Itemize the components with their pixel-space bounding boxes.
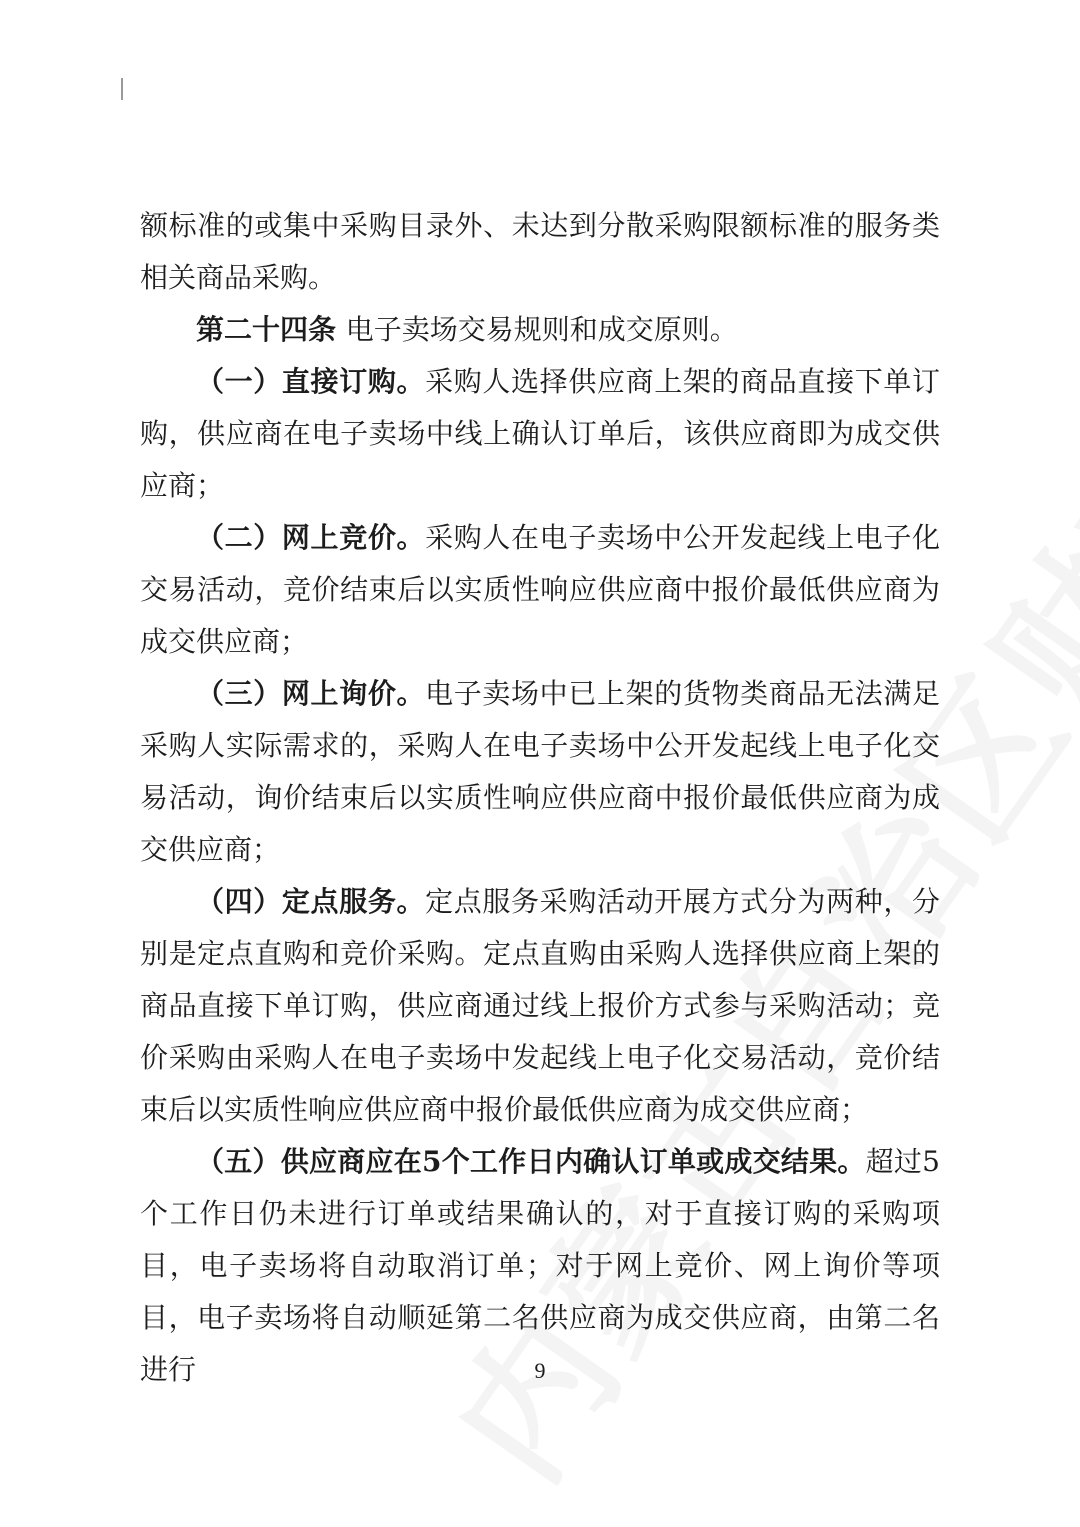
paragraph-continuation (140, 200, 940, 304)
item-heading: （一）直接订购。 (196, 365, 426, 398)
margin-mark (121, 78, 123, 100)
paragraph-article-24 (140, 304, 940, 356)
paragraph-text: 电子卖场中已上架的货物类商品无法满足采购人实际需求的，采购人在电子卖场中公开发起线上电子化交易活动，询价结束后以实质性响应供应商中报价最低供应商为成交供应商； (140, 677, 940, 866)
item-heading: （二）网上竞价。 (196, 521, 426, 554)
paragraph-item-3 (140, 668, 940, 876)
item-heading: （四）定点服务。 (196, 885, 426, 918)
paragraph-text: 超过5个工作日仍未进行订单或结果确认的，对于直接订购的采购项目，电子卖场将自动取消订单；对于网上竞价、网上询价等项目，电子卖场将自动顺延第二名供应商为成交供应商，由第二名进行 (140, 1145, 940, 1386)
paragraph-item-5 (140, 1136, 940, 1396)
item-heading: （三）网上询价。 (196, 677, 426, 710)
paragraph-text: 电子卖场交易规则和成交原则。 (345, 313, 738, 346)
body-text (140, 200, 940, 1396)
page-number: 9 (534, 1358, 546, 1383)
item-heading: （五）供应商应在5个工作日内确认订单或成交结果。 (196, 1145, 866, 1178)
article-heading: 第二十四条 (196, 313, 346, 346)
paragraph-text: 采购人选择供应商上架的商品直接下单订购，供应商在电子卖场中线上确认订单后，该供应商即为成交供应商； (140, 365, 940, 502)
paragraph-item-2 (140, 512, 940, 668)
paragraph-text: 额标准的或集中采购目录外、未达到分散采购限额标准的服务类相关商品采购。 (140, 209, 940, 294)
paragraph-item-4 (140, 876, 940, 1136)
paragraph-text: 采购人在电子卖场中公开发起线上电子化交易活动，竞价结束后以实质性响应供应商中报价最低供应商为成交供应商； (140, 521, 940, 658)
paragraph-text: 定点服务采购活动开展方式分为两种，分别是定点直购和竞价采购。定点直购由采购人选择供应商上架的商品直接下单订购，供应商通过线上报价方式参与采购活动；竞价采购由采购人在电子卖场中发起线上电子化交易活动，竞价结束后以实质性响应供应商中报价最低供应商为成交供应商； (140, 885, 940, 1126)
paragraph-item-1 (140, 356, 940, 512)
